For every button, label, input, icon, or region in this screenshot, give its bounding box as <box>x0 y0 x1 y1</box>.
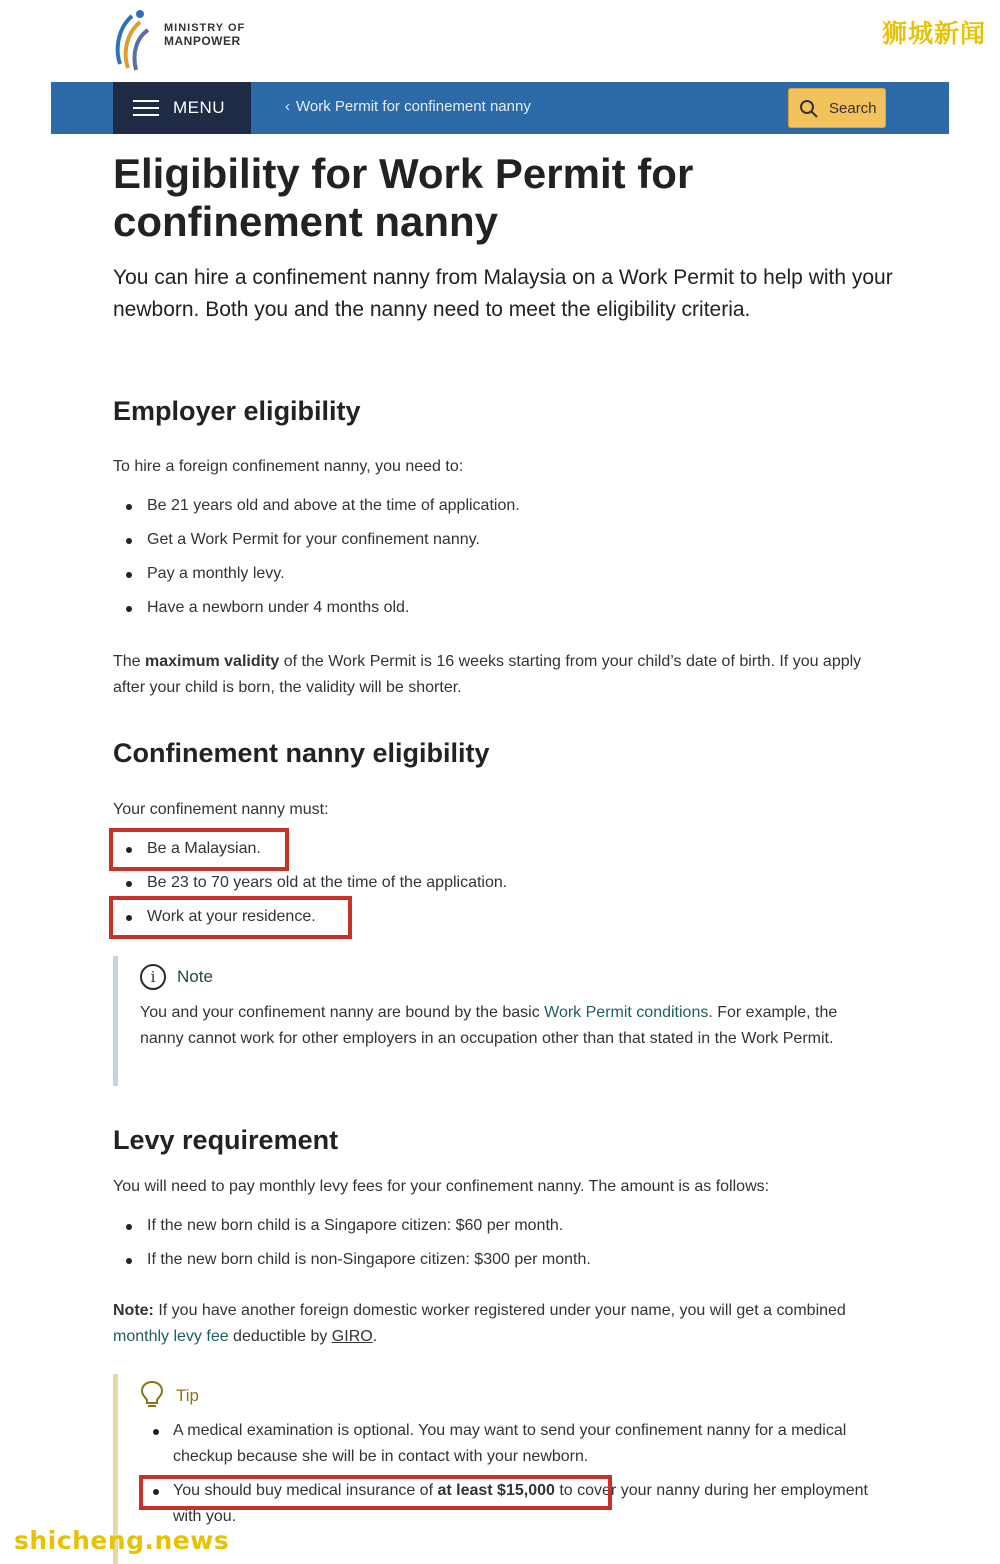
note-body: You and your confinement nanny are bound by the basic Work Permit conditions. For example, the nanny cannot work for other employers in an occupation other than that stated in the Work Permit. <box>140 1004 838 1047</box>
mom-logo-icon <box>110 6 162 72</box>
list-item: You should buy medical insurance of at least $15,000 to cover your nanny during her employment with you. <box>141 1478 871 1530</box>
list-item: Get a Work Permit for your confinement nanny. <box>113 527 893 561</box>
list-item: Pay a monthly levy. <box>113 561 893 595</box>
tip-title: Tip <box>176 1386 199 1405</box>
tip-callout <box>113 1374 898 1564</box>
monthly-levy-fee-link[interactable]: monthly levy fee <box>113 1328 229 1345</box>
work-permit-conditions-link[interactable]: Work Permit conditions <box>544 1004 709 1021</box>
levy-list <box>113 1213 893 1281</box>
insurance-amount: at least $15,000 <box>437 1482 555 1499</box>
search-button[interactable] <box>788 88 886 128</box>
employer-heading: Employer eligibility <box>113 396 361 426</box>
hamburger-icon <box>133 100 159 116</box>
note-title: Note <box>177 967 213 986</box>
highlight-box-insurance <box>139 1475 612 1510</box>
page-header <box>113 150 893 326</box>
chevron-left-icon: ‹ <box>285 98 290 115</box>
levy-note-label: Note: <box>113 1302 154 1319</box>
highlight-box-residence <box>109 896 352 939</box>
nanny-heading: Confinement nanny eligibility <box>113 738 490 768</box>
search-label: Search <box>829 100 877 117</box>
page-title: Eligibility for Work Permit for confinement nanny <box>113 150 694 245</box>
search-icon <box>799 99 819 119</box>
lightbulb-icon <box>140 1380 164 1410</box>
list-item: Be 23 to 70 years old at the time of the application. <box>113 870 893 904</box>
watermark-top: 狮城新闻 <box>881 19 986 48</box>
menu-label: MENU <box>173 98 226 117</box>
list-item: A medical examination is optional. You may want to send your confinement nanny for a medical checkup because she will be in contact with your newborn. <box>141 1418 871 1470</box>
giro-abbr[interactable]: GIRO <box>331 1328 373 1345</box>
employer-intro: To hire a foreign confinement nanny, you need to: <box>113 458 464 475</box>
watermark-bottom: shicheng.news <box>14 1526 230 1555</box>
list-item: Work at your residence. <box>113 904 893 938</box>
logo-wordmark: MINISTRY OF MANPOWER <box>164 22 246 48</box>
validity-bold: maximum validity <box>145 653 280 670</box>
employer-list <box>113 493 893 629</box>
nav-bar <box>51 82 949 134</box>
mom-logo[interactable] <box>110 6 260 72</box>
levy-heading: Levy requirement <box>113 1125 339 1155</box>
validity-text: The maximum validity of the Work Permit is 16 weeks starting from your child’s date of birth. If you apply after your child is born, the validity will be shorter. <box>113 653 862 696</box>
page-lead: You can hire a confinement nanny from Malaysia on a Work Permit to help with your newborn. Both you and the nanny need to meet the eligibility criteria. <box>113 266 893 321</box>
list-item: Be 21 years old and above at the time of application. <box>113 493 893 527</box>
breadcrumb-label: Work Permit for confinement nanny <box>296 98 531 115</box>
menu-button[interactable] <box>113 82 251 134</box>
levy-intro: You will need to pay monthly levy fees for your confinement nanny. The amount is as follows: <box>113 1178 770 1195</box>
list-item: Have a newborn under 4 months old. <box>113 595 893 629</box>
list-item: If the new born child is a Singapore citizen: $60 per month. <box>113 1213 893 1247</box>
list-item: If the new born child is non-Singapore citizen: $300 per month. <box>113 1247 893 1281</box>
highlight-box-malaysian <box>109 828 289 871</box>
list-item: Be a Malaysian. <box>113 836 893 870</box>
nanny-intro: Your confinement nanny must: <box>113 801 329 818</box>
note-callout <box>113 956 898 1086</box>
breadcrumb-back-link[interactable] <box>285 98 531 115</box>
info-icon: i <box>140 964 166 990</box>
levy-note: Note: If you have another foreign domestic worker registered under your name, you will get a combined monthly levy fee deductible by GIRO. <box>113 1302 846 1345</box>
